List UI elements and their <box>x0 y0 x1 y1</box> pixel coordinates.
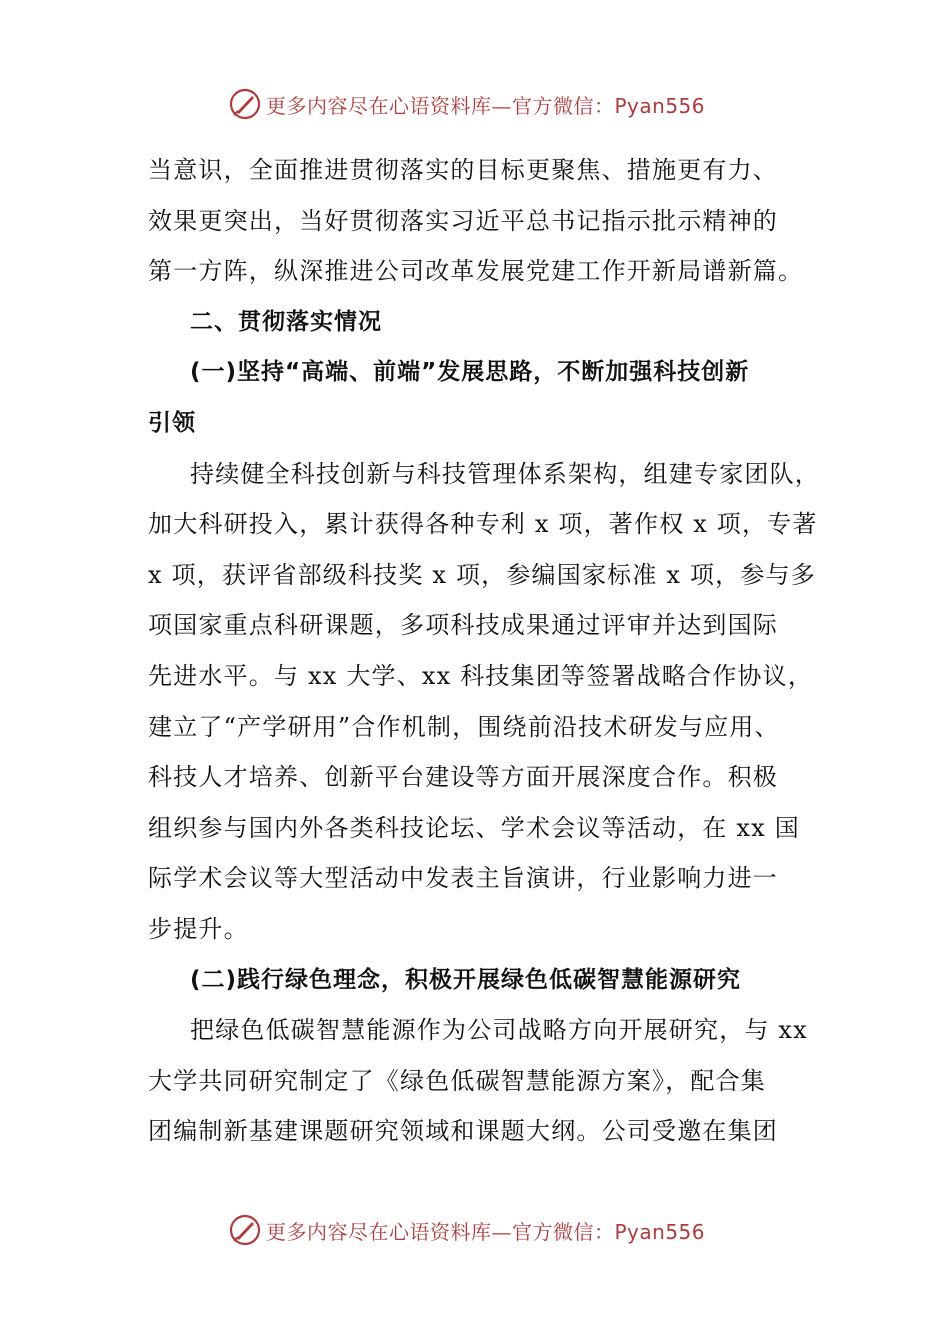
text-line: 当意识，全面推进贯彻落实的目标更聚焦、措施更有力、 <box>148 156 778 184</box>
paragraph-line: 团编制新基建课题研究领域和课题大纲。公司受邀在集团 <box>148 1117 778 1146</box>
text-line: 效果更突出，当好贯彻落实习近平总书记指示批示精神的 <box>148 206 778 235</box>
paragraph-line: 持续健全科技创新与科技管理体系架构，组建专家团队， <box>190 459 820 488</box>
watermark-header <box>228 86 705 122</box>
quill-logo-icon <box>228 87 262 121</box>
paragraph-line: 建立了“产学研用”合作机制，围绕前沿技术研发与应用、 <box>148 712 780 741</box>
paragraph-line: x 项，获评省部级科技奖 x 项，参编国家标准 x 项，参与多 <box>148 560 816 589</box>
paragraph-line: 际学术会议等大型活动中发表主旨演讲，行业影响力进一 <box>148 864 778 893</box>
watermark-footer <box>228 1212 705 1248</box>
wechat-id: Pyan556 <box>614 1219 706 1244</box>
wechat-id: Pyan556 <box>614 93 706 118</box>
text-line: 第一方阵，纵深推进公司改革发展党建工作开新局谱新篇。 <box>148 257 804 286</box>
section-heading: 二、贯彻落实情况 <box>190 308 382 335</box>
paragraph-line: 把绿色低碳智慧能源作为公司战略方向开展研究，与 xx <box>190 1016 808 1045</box>
quill-logo-icon <box>228 1213 262 1247</box>
paragraph-line: 先进水平。与 xx 大学、xx 科技集团等签署战略合作协议， <box>148 661 814 690</box>
paragraph-line: 步提升。 <box>148 914 249 943</box>
subsection-heading: (二)践行绿色理念，积极开展绿色低碳智慧能源研究 <box>190 966 742 993</box>
paragraph-line: 项国家重点科研课题，多项科技成果通过评审并达到国际 <box>148 611 778 640</box>
subsection-heading-cont: 引领 <box>148 409 196 436</box>
watermark-text: 更多内容尽在心语资料库—官方微信： <box>266 1219 615 1244</box>
paragraph-line: 科技人才培养、创新平台建设等方面开展深度合作。积极 <box>148 763 778 792</box>
document-body <box>148 145 820 1157</box>
paragraph-line: 组织参与国内外各类科技论坛、学术会议等活动，在 xx 国 <box>148 813 800 842</box>
watermark-text: 更多内容尽在心语资料库—官方微信： <box>266 93 615 118</box>
subsection-heading: (一)坚持“高端、前端”发展思路，不断加强科技创新 <box>190 359 750 386</box>
paragraph-line: 加大科研投入，累计获得各种专利 x 项，著作权 x 项，专著 <box>148 510 818 539</box>
paragraph-line: 大学共同研究制定了《绿色低碳智慧能源方案》，配合集 <box>148 1066 766 1095</box>
